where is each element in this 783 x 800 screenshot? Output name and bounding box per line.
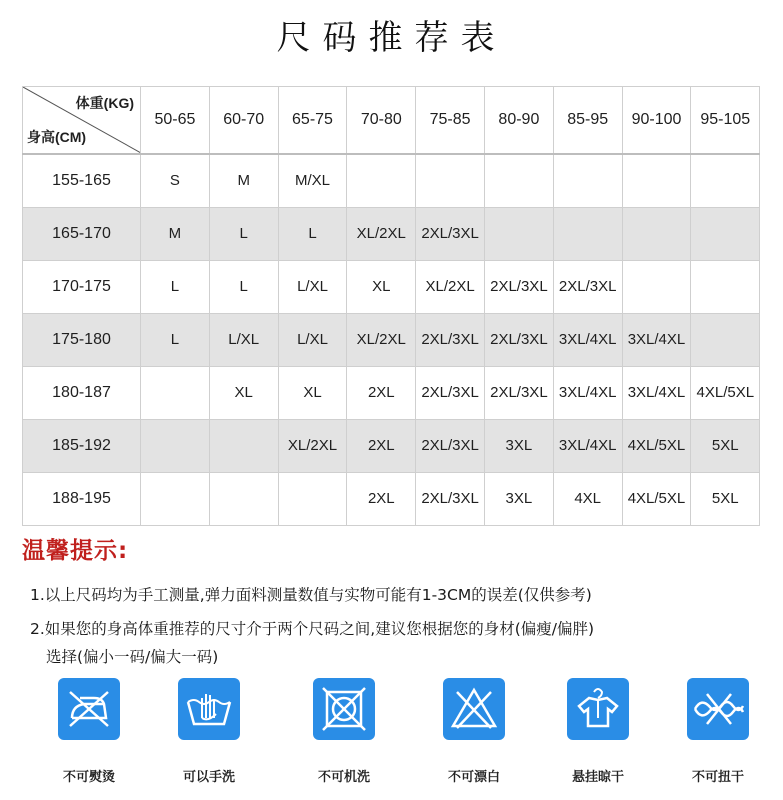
weight-header: 75-85: [416, 87, 485, 155]
size-cell: XL/2XL: [278, 419, 347, 472]
size-cell: 4XL/5XL: [622, 419, 691, 472]
size-cell: L/XL: [278, 313, 347, 366]
tip-line-3: 选择(偏小一码/偏大一码): [46, 648, 219, 666]
size-cell: 2XL/3XL: [416, 472, 485, 525]
care-label: 可以手洗: [182, 770, 235, 785]
height-range-cell: 170-175: [23, 260, 141, 313]
size-cell: [141, 366, 210, 419]
height-range-cell: 180-187: [23, 366, 141, 419]
size-cell: 2XL/3XL: [416, 366, 485, 419]
tips-title: 温馨提示:: [22, 538, 129, 564]
size-cell: [622, 207, 691, 260]
size-cell: 3XL: [484, 419, 553, 472]
no-wring-icon: [687, 678, 749, 740]
table-row: [23, 366, 760, 419]
care-label: 不可机洗: [317, 770, 370, 785]
size-cell: [691, 154, 760, 207]
table-header-row: [23, 87, 760, 155]
care-icon-box: [313, 678, 375, 740]
no-iron-icon: [58, 678, 120, 740]
size-cell: [484, 207, 553, 260]
size-cell: [553, 207, 622, 260]
size-cell: XL: [278, 366, 347, 419]
size-cell: 2XL/3XL: [416, 313, 485, 366]
size-cell: XL: [209, 366, 278, 419]
size-cell: [278, 472, 347, 525]
size-cell: [484, 154, 553, 207]
size-cell: 2XL/3XL: [484, 366, 553, 419]
tip-line-2: 2.如果您的身高体重推荐的尺寸介于两个尺码之间,建议您根据您的身材(偏瘦/偏胖): [30, 620, 595, 638]
size-cell: 2XL: [347, 419, 416, 472]
size-cell: 5XL: [691, 419, 760, 472]
weight-header: 80-90: [484, 87, 553, 155]
size-cell: L: [141, 313, 210, 366]
size-chart-table: [22, 86, 760, 526]
care-label: 不可熨烫: [62, 770, 115, 785]
size-cell: [622, 154, 691, 207]
size-cell: 2XL: [347, 366, 416, 419]
size-cell: L: [278, 207, 347, 260]
size-cell: L/XL: [209, 313, 278, 366]
care-icon-box: [178, 678, 240, 740]
table-row: [23, 154, 760, 207]
size-cell: [209, 419, 278, 472]
hand-wash-icon: [178, 678, 240, 740]
size-cell: [691, 260, 760, 313]
weight-header: 50-65: [141, 87, 210, 155]
size-cell: [347, 154, 416, 207]
table-row: [23, 313, 760, 366]
height-range-cell: 155-165: [23, 154, 141, 207]
size-cell: 4XL/5XL: [691, 366, 760, 419]
size-cell: [622, 260, 691, 313]
size-cell: 2XL/3XL: [416, 419, 485, 472]
size-cell: [691, 313, 760, 366]
size-cell: [553, 154, 622, 207]
size-cell: [141, 472, 210, 525]
size-cell: 3XL/4XL: [622, 313, 691, 366]
size-cell: 4XL/5XL: [622, 472, 691, 525]
size-cell: [691, 207, 760, 260]
size-cell: L: [209, 260, 278, 313]
weight-header: 60-70: [209, 87, 278, 155]
care-icon-box: [58, 678, 120, 740]
care-icon-box: [687, 678, 749, 740]
height-range-cell: 165-170: [23, 207, 141, 260]
size-cell: [209, 472, 278, 525]
table-row: [23, 419, 760, 472]
weight-header: 90-100: [622, 87, 691, 155]
size-cell: [416, 154, 485, 207]
care-label: 不可漂白: [447, 770, 500, 785]
weight-header: 85-95: [553, 87, 622, 155]
size-cell: 3XL/4XL: [622, 366, 691, 419]
size-cell: 2XL/3XL: [484, 260, 553, 313]
height-range-cell: 188-195: [23, 472, 141, 525]
size-cell: M: [209, 154, 278, 207]
size-cell: XL/2XL: [416, 260, 485, 313]
size-cell: 2XL/3XL: [553, 260, 622, 313]
size-cell: L: [209, 207, 278, 260]
care-icon-box: [443, 678, 505, 740]
size-cell: M/XL: [278, 154, 347, 207]
page-title: 尺码推荐表: [276, 18, 507, 58]
size-cell: 3XL/4XL: [553, 313, 622, 366]
size-cell: 4XL: [553, 472, 622, 525]
size-cell: 3XL/4XL: [553, 366, 622, 419]
hang-dry-icon: [567, 678, 629, 740]
size-cell: XL/2XL: [347, 207, 416, 260]
size-cell: L: [141, 260, 210, 313]
size-cell: L/XL: [278, 260, 347, 313]
weight-axis-label: 体重(KG): [75, 95, 134, 111]
size-cell: 5XL: [691, 472, 760, 525]
weight-header: 70-80: [347, 87, 416, 155]
size-cell: XL/2XL: [347, 313, 416, 366]
size-cell: 3XL/4XL: [553, 419, 622, 472]
height-axis-label: 身高(CM): [27, 129, 87, 145]
weight-header: 95-105: [691, 87, 760, 155]
size-cell: 2XL: [347, 472, 416, 525]
height-range-cell: 185-192: [23, 419, 141, 472]
size-cell: [141, 419, 210, 472]
no-machine-wash-icon: [313, 678, 375, 740]
care-label: 悬挂晾干: [571, 770, 624, 785]
weight-header: 65-75: [278, 87, 347, 155]
corner-cell: [23, 87, 141, 155]
size-cell: M: [141, 207, 210, 260]
table-row: [23, 207, 760, 260]
table-row: [23, 260, 760, 313]
care-label: 不可扭干: [691, 770, 744, 785]
care-icon-box: [567, 678, 629, 740]
size-cell: 2XL/3XL: [484, 313, 553, 366]
table-row: [23, 472, 760, 525]
size-cell: S: [141, 154, 210, 207]
size-cell: 3XL: [484, 472, 553, 525]
size-cell: 2XL/3XL: [416, 207, 485, 260]
height-range-cell: 175-180: [23, 313, 141, 366]
no-bleach-icon: [443, 678, 505, 740]
tip-line-1: 1.以上尺码均为手工测量,弹力面料测量数值与实物可能有1-3CM的误差(仅供参考): [30, 586, 592, 604]
size-cell: XL: [347, 260, 416, 313]
